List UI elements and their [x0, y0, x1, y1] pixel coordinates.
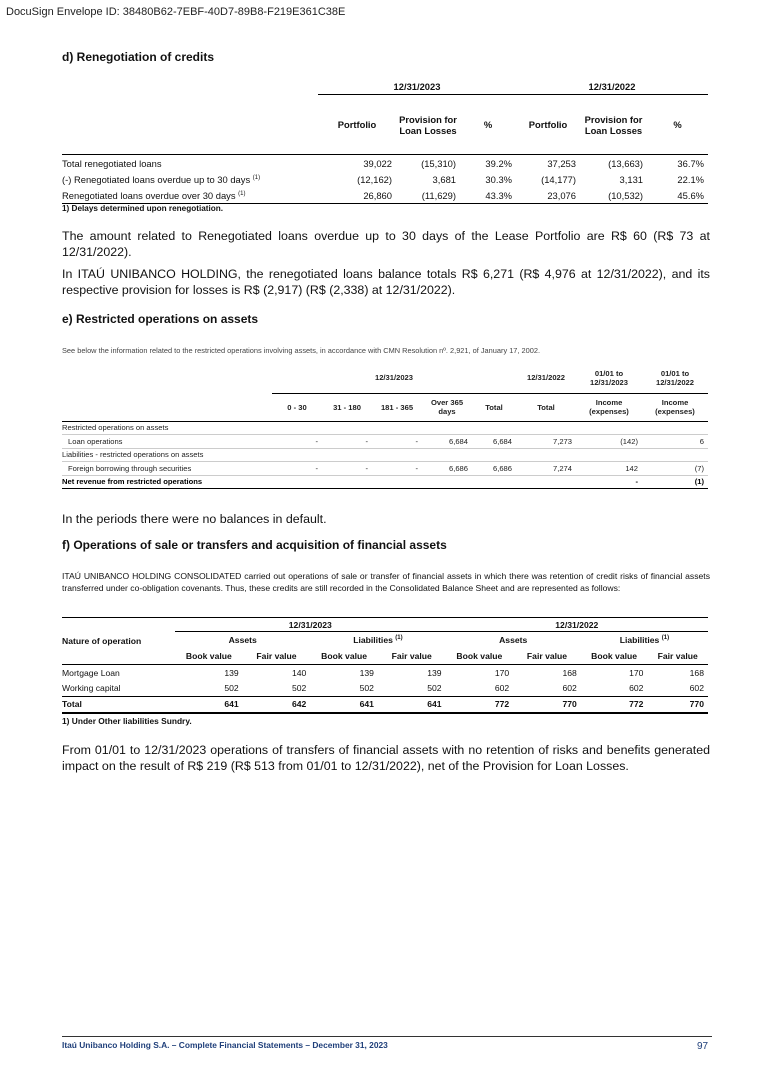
cell-value [272, 475, 322, 489]
cell-value: 6 [642, 435, 708, 449]
cell-value: 140 [291, 667, 307, 678]
e-blank [62, 393, 272, 421]
cell-value: 139 [224, 667, 239, 678]
cell-value: - [272, 435, 322, 449]
cell-value: 139 [359, 667, 374, 678]
cell-value [576, 421, 642, 435]
cell-value [422, 421, 472, 435]
envelope-id: DocuSign Envelope ID: 38480B62-7EBF-40D7-89B8-F219E361C38E [6, 6, 346, 18]
section-e-title: e) Restricted operations on assets [62, 312, 259, 326]
cell-value [372, 421, 422, 435]
e-col-header: 181 - 365 [372, 393, 422, 421]
cell-value [322, 448, 372, 462]
row-label: Foreign borrowing through securities [62, 462, 272, 476]
col-portfolio: Portfolio [318, 95, 396, 155]
sale-transfer-table [62, 617, 708, 714]
cell-value [422, 475, 472, 489]
table-row [62, 187, 708, 204]
f-liabilities-label: Liabilities [619, 635, 660, 646]
cell-value [372, 448, 422, 462]
col-pct: % [460, 95, 516, 155]
section-e-intro: See below the information related to the restricted operations involving assets, in accordance with CMN Resolution nº. 2,921, of January 17, 2002. [62, 346, 541, 355]
cell-value [322, 475, 372, 489]
f-book-header: Book value [446, 649, 514, 665]
cell-v2: (10,532) [580, 187, 647, 204]
cell-pct2: 22.1% [677, 173, 704, 185]
section-d-paragraph-1: The amount related to Renegotiated loans overdue up to 30 days of the Lease Portfolio are R$ 60 (R$ 73 at 12/31/2022). [62, 229, 710, 259]
e-col-header: Total [472, 393, 516, 421]
cell-value: 7,273 [516, 435, 576, 449]
e-period-2022: 12/31/2022 [516, 363, 576, 393]
f-fair-header: Fair value [647, 649, 708, 665]
cell-value: 168 [562, 667, 577, 678]
table-row [62, 697, 708, 713]
table-row [62, 171, 708, 187]
cell-value [322, 421, 372, 435]
cell-value: 602 [494, 683, 510, 694]
f-assets-header: Assets [499, 635, 528, 646]
f-book-header: Book value [310, 649, 378, 665]
e-income-2022: 01/01 to 12/31/2022 [642, 363, 708, 393]
f-book-header: Book value [581, 649, 648, 665]
row-label: Working capital [62, 683, 121, 694]
cell-value: - [272, 462, 322, 476]
cell-pct2: 36.7% [677, 157, 704, 169]
table-row [62, 681, 708, 697]
cell-value: 502 [224, 683, 239, 694]
row-label-text: Total renegotiated loans [62, 157, 162, 169]
row-label [62, 155, 318, 172]
row-label-sup: (1) [238, 190, 246, 197]
cell-value [576, 448, 642, 462]
cell-p2: 23,076 [516, 187, 580, 204]
cell-value: 170 [629, 667, 644, 678]
f-fair-header: Fair value [513, 649, 581, 665]
section-d-paragraph-2: In ITAÚ UNIBANCO HOLDING, the renegotiated loans balance totals R$ 6,271 (R$ 4,976 at 12/31/2022), and its respective provision for losses is R$ (2,917) (R$ (2,338) at 12/31/2022). [62, 267, 710, 297]
cell-p2: 37,253 [547, 157, 576, 169]
cell-value: (1) [642, 475, 708, 489]
table-row [62, 448, 708, 462]
f-fair-header: Fair value [378, 649, 446, 665]
cell-value: 6,686 [472, 462, 516, 476]
e-period-2023: 12/31/2023 [272, 363, 516, 393]
f-assets-header: Assets [228, 635, 257, 646]
cell-v1: (15,310) [421, 157, 456, 169]
period-header-2022: 12/31/2022 [516, 78, 708, 95]
cell-value [472, 421, 516, 435]
e-col-header: 0 - 30 [272, 393, 322, 421]
f-book-header: Book value [175, 649, 243, 665]
header-blank [62, 78, 318, 95]
period-header-2023: 12/31/2023 [318, 78, 516, 95]
cell-value: - [322, 462, 372, 476]
table-row [62, 155, 708, 172]
footer-divider [62, 1036, 712, 1037]
table-row [62, 421, 708, 435]
cell-value: 602 [689, 683, 704, 694]
cell-value: 642 [243, 697, 311, 713]
cell-value [422, 448, 472, 462]
row-label-text: Renegotiated loans overdue over 30 days [62, 189, 236, 201]
cell-v2: 3,131 [619, 173, 643, 185]
footer-text: Itaú Unibanco Holding S.A. – Complete Financial Statements – December 31, 2023 [62, 1040, 388, 1050]
cell-value: 770 [513, 697, 581, 713]
f-liabilities-sup: (1) [395, 635, 403, 642]
e-col-header: Over 365 days [422, 393, 472, 421]
renegotiation-table [62, 78, 708, 204]
cell-value: - [322, 435, 372, 449]
row-label: Liabilities - restricted operations on assets [62, 448, 272, 462]
section-d-footnote: 1) Delays determined upon renegotiation. [62, 204, 224, 213]
cell-v1: (11,629) [396, 187, 460, 204]
cell-value [272, 421, 322, 435]
cell-value: 602 [629, 683, 644, 694]
cell-value: 641 [378, 697, 446, 713]
cell-value: 139 [427, 667, 442, 678]
cell-value: (142) [576, 435, 642, 449]
table-row [62, 435, 708, 449]
col-provision: Provision for Loan Losses [580, 95, 647, 155]
cell-value [642, 448, 708, 462]
cell-v2: (13,663) [608, 157, 643, 169]
row-label [62, 187, 318, 204]
section-f-intro: ITAÚ UNIBANCO HOLDING CONSOLIDATED carried out operations of sale or transfer of financial assets in which there was retention of credit risks of financial assets transferred under co-obligation covenants. Thus, these credits are still recorded in the Consolidated Balance Sheet and are represented as follows: [62, 571, 710, 593]
table-row [62, 462, 708, 476]
section-f-title: f) Operations of sale or transfers and acquisition of financial assets [62, 538, 447, 552]
cell-value: 772 [581, 697, 648, 713]
cell-pct1: 39.2% [485, 157, 512, 169]
f-liabilities-label: Liabilities [353, 635, 393, 646]
cell-v1: 3,681 [432, 173, 456, 185]
section-e-paragraph: In the periods there were no balances in default. [62, 512, 327, 526]
cell-value [272, 448, 322, 462]
f-fair-header: Fair value [243, 649, 311, 665]
table-row [62, 475, 708, 489]
row-label: Total [62, 697, 175, 713]
f-period-2022: 12/31/2022 [446, 618, 708, 632]
col-portfolio: Portfolio [516, 95, 580, 155]
f-liabilities-sup: (1) [661, 635, 670, 642]
cell-value: 641 [310, 697, 378, 713]
cell-value: 6,686 [422, 462, 472, 476]
cell-pct1: 30.3% [485, 173, 512, 185]
e-income-2023: 01/01 to 12/31/2023 [576, 363, 642, 393]
cell-value: 7,274 [516, 462, 576, 476]
cell-value: 502 [427, 683, 442, 694]
page-number: 97 [697, 1041, 709, 1052]
cell-value: 641 [175, 697, 243, 713]
cell-value: 770 [647, 697, 708, 713]
cell-value: 142 [576, 462, 642, 476]
row-label-sup: (1) [252, 174, 261, 181]
cell-p2: (14,177) [541, 173, 576, 185]
cell-value: 6,684 [472, 435, 516, 449]
cell-p1: (12,162) [357, 173, 392, 185]
e-col-header: Income (expenses) [576, 393, 642, 421]
cell-pct2: 45.6% [647, 187, 708, 204]
row-label-text: (-) Renegotiated loans overdue up to 30 days [62, 173, 251, 185]
cell-pct1: 43.3% [460, 187, 516, 204]
cell-p1: 26,860 [318, 187, 396, 204]
f-liabilities-header [310, 632, 445, 649]
cell-value: 772 [446, 697, 514, 713]
cell-value: 602 [562, 683, 577, 694]
cell-value: 6,684 [422, 435, 472, 449]
cell-value [642, 421, 708, 435]
restricted-operations-table [62, 363, 708, 489]
cell-value: 170 [494, 667, 510, 678]
table-row [62, 665, 708, 681]
cell-value [516, 448, 576, 462]
cell-value: - [576, 475, 642, 489]
cell-p1: 39,022 [363, 157, 392, 169]
row-label [62, 171, 318, 187]
cell-value [516, 475, 576, 489]
cell-value [472, 448, 516, 462]
cell-value: - [372, 435, 422, 449]
cell-value: (7) [642, 462, 708, 476]
row-label: Restricted operations on assets [62, 421, 272, 435]
cell-value [516, 421, 576, 435]
e-col-header: Income (expenses) [642, 393, 708, 421]
section-d-title: d) Renegotiation of credits [62, 50, 215, 64]
col-provision: Provision for Loan Losses [396, 95, 460, 155]
cell-value: - [372, 462, 422, 476]
row-label: Mortgage Loan [62, 667, 120, 678]
section-f-paragraph: From 01/01 to 12/31/2023 operations of transfers of financial assets with no retention of risks and benefits generated impact on the result of R$ 219 (R$ 513 from 01/01 to 12/31/2022), net of the Provision for Loan Losses. [62, 743, 710, 773]
cell-value [372, 475, 422, 489]
row-label: Net revenue from restricted operations [62, 475, 272, 489]
e-col-header: Total [516, 393, 576, 421]
cell-value [472, 475, 516, 489]
col-pct: % [647, 95, 708, 155]
f-nature-header: Nature of operation [62, 618, 175, 665]
section-f-footnote: 1) Under Other liabilities Sundry. [62, 716, 192, 726]
e-col-header: 31 - 180 [322, 393, 372, 421]
f-liabilities-header [581, 632, 708, 649]
cell-value: 168 [689, 667, 704, 678]
cell-value: 502 [359, 683, 374, 694]
row-label: Loan operations [62, 435, 272, 449]
f-period-2023: 12/31/2023 [175, 618, 446, 632]
cell-value: 502 [291, 683, 307, 694]
